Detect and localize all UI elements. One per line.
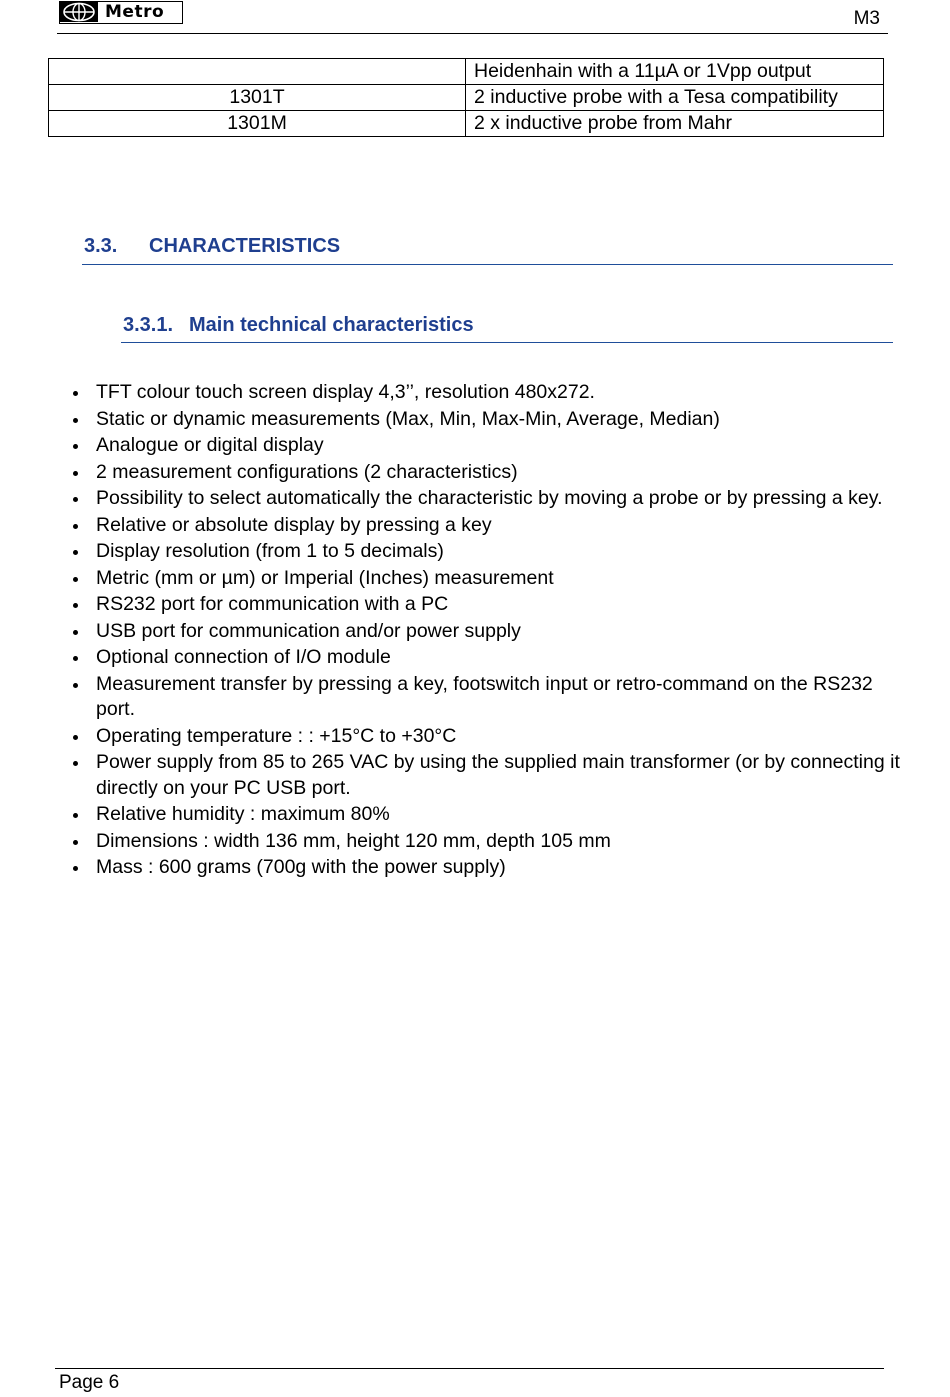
globe-icon (60, 2, 98, 22)
model-cell: 1301M (49, 111, 466, 137)
list-item: Relative humidity : maximum 80% (0, 802, 900, 828)
subsection-heading (121, 314, 893, 343)
list-item: USB port for communication and/or power supply (0, 619, 900, 645)
list-item: Metric (mm or µm) or Imperial (Inches) measurement (0, 566, 900, 592)
description-cell: Heidenhain with a 11µA or 1Vpp output (466, 59, 884, 85)
models-table (48, 58, 884, 137)
table-row (49, 111, 884, 137)
list-item: Optional connection of I/O module (0, 645, 900, 671)
list-item: Display resolution (from 1 to 5 decimals) (0, 539, 900, 565)
section-title: CHARACTERISTICS (149, 235, 341, 257)
list-item: 2 measurement configurations (2 characteristics) (0, 460, 900, 486)
list-item: Operating temperature : : +15°C to +30°C (0, 724, 900, 750)
description-cell: 2 x inductive probe from Mahr (466, 111, 884, 137)
list-item: Power supply from 85 to 265 VAC by using the supplied main transformer (or by connecting it directly on your PC USB port. (0, 750, 900, 801)
subsection-title: Main technical characteristics (189, 314, 474, 336)
page-header (57, 0, 888, 34)
logo-text: Metro (105, 2, 165, 22)
list-item: Measurement transfer by pressing a key, footswitch input or retro-command on the RS232 port. (0, 672, 900, 723)
list-item: RS232 port for communication with a PC (0, 592, 900, 618)
list-item: TFT colour touch screen display 4,3’’, resolution 480x272. (0, 380, 900, 406)
subsection-number: 3.3.1. (123, 314, 174, 336)
list-item: Dimensions : width 136 mm, height 120 mm, depth 105 mm (0, 829, 900, 855)
page-number: Page 6 (59, 1372, 120, 1393)
list-item: Relative or absolute display by pressing a key (0, 513, 900, 539)
model-cell (49, 59, 466, 85)
document-code: M3 (853, 8, 880, 29)
list-item: Mass : 600 grams (700g with the power supply) (0, 855, 900, 881)
list-item: Possibility to select automatically the characteristic by moving a probe or by pressing a key. (0, 486, 900, 512)
list-item: Static or dynamic measurements (Max, Min, Max-Min, Average, Median) (0, 407, 900, 433)
list-item: Analogue or digital display (0, 433, 900, 459)
section-heading (82, 235, 893, 265)
characteristics-list (0, 380, 900, 882)
model-cell: 1301T (49, 85, 466, 111)
section-number: 3.3. (84, 235, 118, 257)
description-cell: 2 inductive probe with a Tesa compatibility (466, 85, 884, 111)
table-row (49, 59, 884, 85)
page-footer (55, 1368, 884, 1393)
table-row (49, 85, 884, 111)
metro-logo (59, 1, 183, 24)
